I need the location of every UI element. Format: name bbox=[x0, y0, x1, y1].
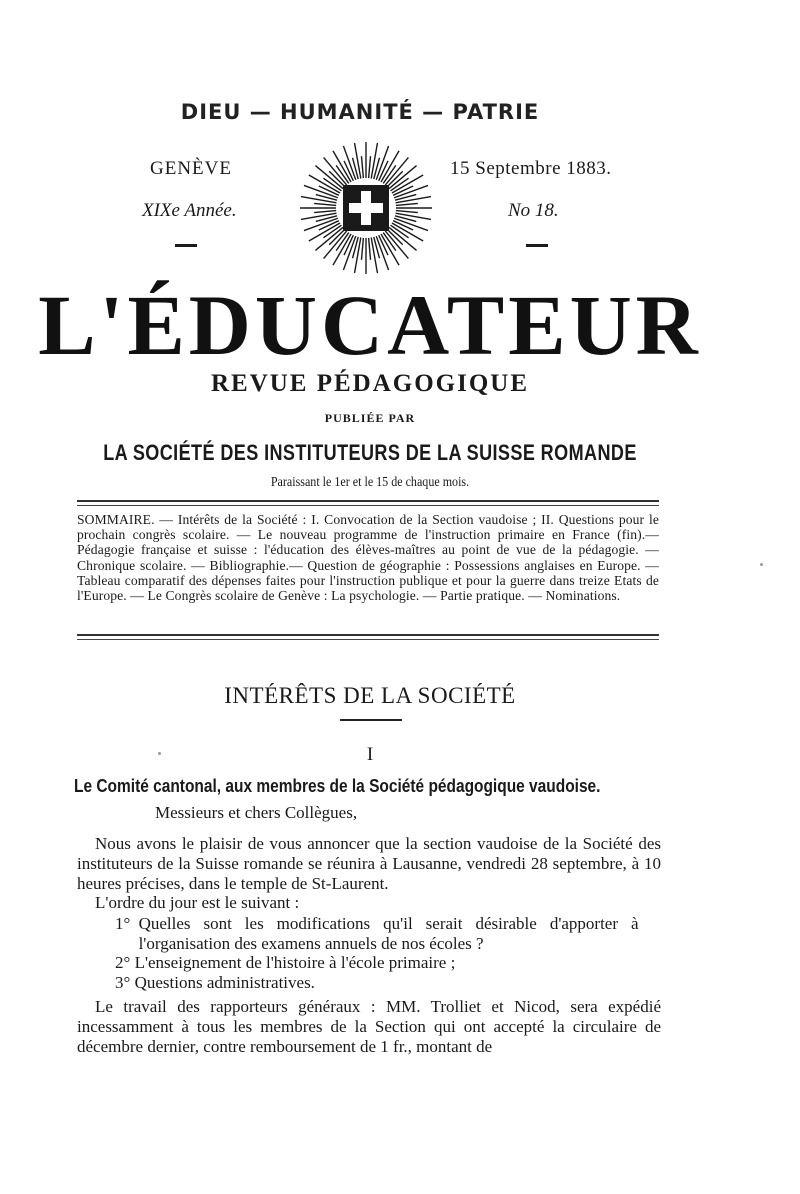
sunburst-ray bbox=[301, 197, 336, 203]
paragraph-reports bbox=[77, 997, 661, 1058]
table-of-contents: SOMMAIRE. — Intérêts de la Société : I. Convocation de la Section vaudoise ; II. Questions pour le prochain congrès scolaire. — Le nouveau programme de l'instruction primaire en France (fin).— Pédagogie française et suisse : l'éducation des élèves-maîtres au point de vue de la pédagogie. — Chronique scolaire. — Bibliographie.— Question de géographie : Possessions anglaises en Europe. — Tableau comparatif des dépenses faites pour l'instruction publique et pour la guerre dans treize Etats de l'Europe. — Le Congrès scolaire de Genève : La psychologie. — Partie pratique. — Nominations. bbox=[77, 512, 659, 604]
greeting: Messieurs et chers Collègues, bbox=[155, 803, 358, 822]
summary-bottom-rule bbox=[77, 634, 659, 636]
sunburst-ray bbox=[396, 211, 418, 213]
city: GENÈVE bbox=[150, 158, 232, 179]
journal-title: L'ÉDUCATEUR bbox=[38, 277, 702, 373]
section-numeral: I bbox=[366, 744, 374, 765]
agenda-intro bbox=[77, 893, 661, 913]
agenda-marker: 1° bbox=[115, 914, 131, 933]
issue-number: No 18. bbox=[508, 200, 559, 221]
agenda-marker: 2° bbox=[115, 953, 131, 972]
issue-date: 15 Septembre 1883. bbox=[450, 158, 612, 179]
section-title-underline bbox=[340, 719, 402, 721]
sunburst-ray bbox=[301, 213, 336, 219]
summary-bottom-rule-thin bbox=[77, 639, 659, 640]
agenda-intro-text: L'ordre du jour est le suivant : bbox=[95, 893, 300, 912]
sunburst-ray bbox=[369, 238, 371, 260]
right-dash bbox=[526, 244, 548, 247]
sunburst-ray bbox=[369, 156, 371, 178]
agenda-item bbox=[115, 914, 661, 954]
volume-year: XIXe Année. bbox=[142, 200, 237, 221]
sunburst-ray bbox=[396, 213, 431, 219]
paper-speck bbox=[158, 752, 161, 755]
sunburst-ray bbox=[371, 238, 377, 273]
publication-frequency: Paraissant le 1er et le 15 de chaque mois. bbox=[270, 475, 470, 490]
sunburst-ray bbox=[355, 143, 361, 178]
sunburst-ray bbox=[396, 197, 431, 203]
sunburst-ray bbox=[314, 211, 336, 213]
agenda-item bbox=[115, 973, 661, 993]
sunburst-ray bbox=[314, 203, 336, 205]
published-by: PUBLIÉE PAR bbox=[324, 411, 416, 425]
paragraph-text: Le travail des rapporteurs généraux : MM. Trolliet et Nicod, sera expédié incessamment à tous les membres de la Section qui ont accepté la circulaire de décembre dernier, contre remboursement de 1 fr., montant de bbox=[77, 997, 661, 1057]
agenda-marker: 3° bbox=[115, 973, 131, 992]
sunburst-ray bbox=[371, 143, 377, 178]
agenda-item bbox=[115, 953, 661, 973]
paper-speck bbox=[760, 563, 763, 566]
left-dash bbox=[175, 244, 197, 247]
sunburst-ray bbox=[355, 238, 361, 273]
agenda-text: Questions administratives. bbox=[134, 973, 315, 992]
section-title: INTÉRÊTS DE LA SOCIÉTÉ bbox=[224, 683, 516, 708]
summary-top-rule-thin bbox=[77, 505, 659, 506]
sunburst-ray bbox=[361, 156, 363, 178]
paragraph-text: Nous avons le plaisir de vous annoncer que la section vaudoise de la Société des instituteurs de la Suisse romande se réunira à Lausanne, vendredi 28 septembre, à 10 heures précises, dans le temple de St-Laurent. bbox=[77, 834, 661, 894]
agenda-text: Quelles sont les modifications qu'il serait désirable d'apporter à l'organisation des examens annuels de nos écoles ? bbox=[138, 914, 639, 954]
journal-subtitle: REVUE PÉDAGOGIQUE bbox=[210, 370, 530, 397]
agenda-text: L'enseignement de l'histoire à l'école primaire ; bbox=[134, 953, 456, 972]
summary-top-rule bbox=[77, 500, 659, 502]
article-heading: Le Comité cantonal, aux membres de la Société pédagogique vaudoise. bbox=[74, 776, 601, 796]
society-name: LA SOCIÉTÉ DES INSTITUTEURS DE LA SUISSE ROMANDE bbox=[103, 440, 637, 465]
sunburst-ray bbox=[396, 203, 418, 205]
sunburst-ray bbox=[361, 238, 363, 260]
swiss-cross-sunburst-icon bbox=[296, 138, 436, 278]
paragraph-announcement bbox=[77, 834, 661, 895]
motto: DIEU — HUMANITÉ — PATRIE bbox=[180, 100, 540, 124]
